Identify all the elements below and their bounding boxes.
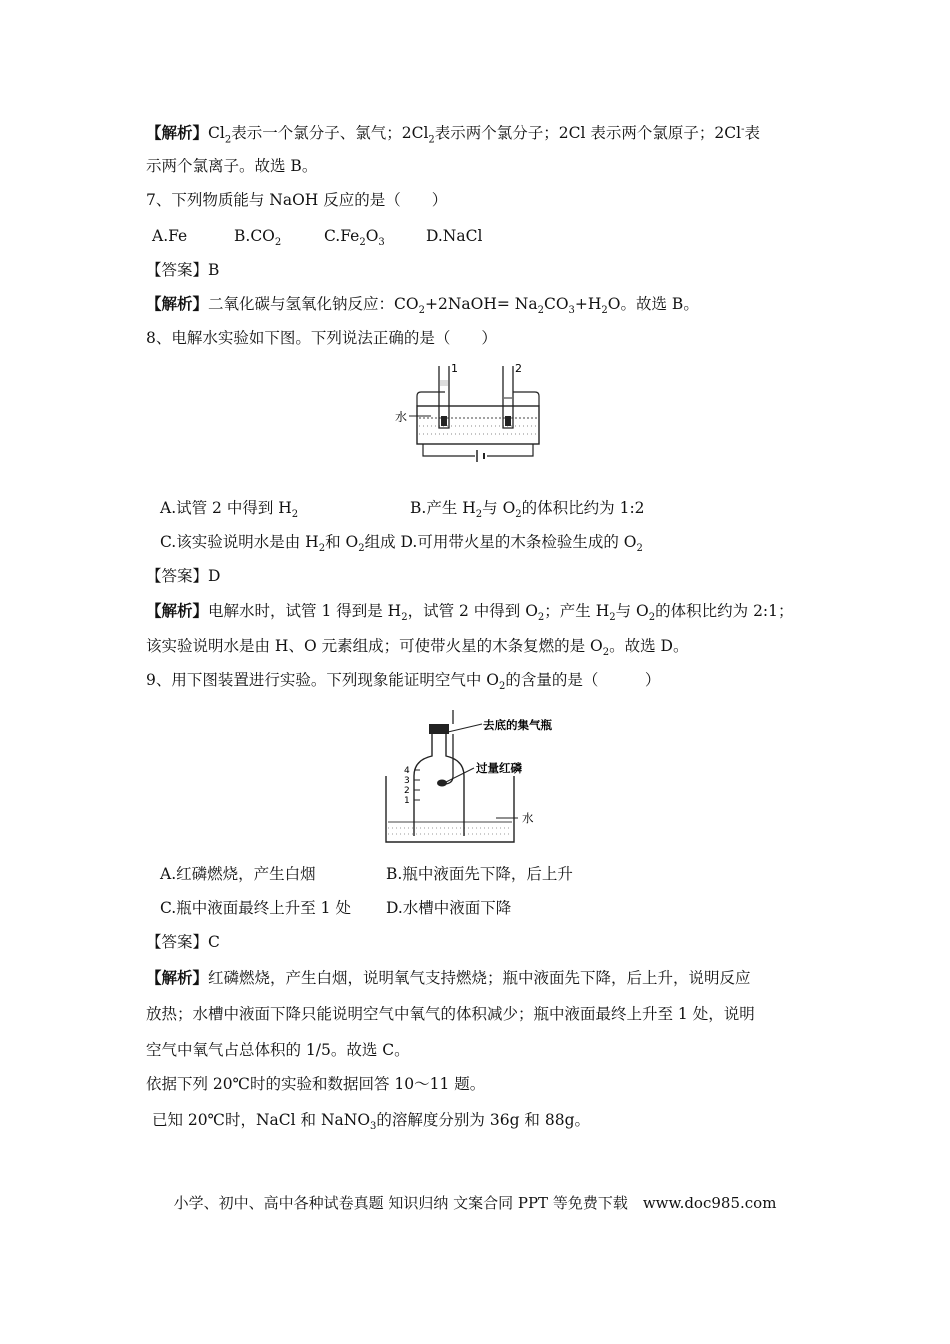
wire-right	[513, 392, 539, 406]
text: 与 O	[615, 602, 649, 620]
wire-left	[417, 392, 445, 406]
q9-analysis-line2: 放热；水槽中液面下降只能说明空气中氧气的体积减少；瓶中液面最终上升至 1 处，说明	[146, 1005, 755, 1023]
electrode-2	[505, 416, 511, 426]
text: 9、用下图装置进行实验。下列现象能证明空气中 O	[146, 671, 499, 689]
q8-stem: 8、电解水实验如下图。下列说法正确的是（ ）	[146, 329, 497, 347]
option-c	[324, 226, 426, 253]
text: 表示两个氯分子；2Cl 表示两个氯原子；2Cl	[434, 124, 742, 143]
subscript: 2	[358, 543, 365, 555]
subscript: 2	[224, 134, 232, 146]
text: 已知 20℃时，NaCl 和 NaNO	[152, 1111, 371, 1129]
text: B.CO	[234, 227, 275, 245]
subscript: 2	[475, 509, 483, 521]
q8-analysis-line1	[146, 601, 794, 628]
q7-options	[152, 226, 482, 253]
text: 的体积比约为 1:2	[521, 499, 645, 517]
subscript: 2	[648, 612, 656, 624]
q9-option-a: A.红磷燃烧，产生白烟	[160, 865, 316, 883]
electrolysis-diagram	[395, 358, 555, 468]
text: +H	[574, 295, 602, 313]
text: 该实验说明水是由 H、O 元素组成；可使带火星的木条复燃的是 O	[146, 637, 603, 655]
text: C.Fe	[324, 227, 360, 245]
subscript: 2	[401, 612, 408, 624]
intro-line2	[152, 1110, 590, 1137]
text: 电解水时，试管 1 得到是 H	[208, 602, 402, 620]
tick-label: 3	[404, 776, 410, 786]
text: 的溶解度分别为 36g 和 88g。	[376, 1111, 590, 1129]
intro-line1: 依据下列 20℃时的实验和数据回答 10～11 题。	[146, 1075, 486, 1093]
subscript: 2	[428, 134, 435, 146]
subscript: 2	[291, 509, 299, 521]
subscript: 2	[602, 647, 610, 659]
subscript: 2	[609, 612, 616, 624]
q9-stem	[146, 670, 660, 697]
bottle-label: 去底的集气瓶	[483, 718, 552, 732]
text: Cl	[208, 124, 225, 143]
q7-stem: 7、下列物质能与 NaOH 反应的是（ ）	[146, 191, 448, 209]
red-phosphorus	[437, 780, 447, 787]
superscript: -	[741, 124, 745, 135]
text: O	[365, 227, 379, 245]
q8-options-cd	[160, 532, 643, 559]
q6-analysis-line1	[146, 120, 760, 150]
text: C.该实验说明水是由 H	[160, 533, 319, 551]
subscript: 2	[274, 237, 282, 249]
phosphorus-label: 过量红磷	[476, 761, 522, 775]
q9-analysis-line1	[146, 968, 751, 988]
subscript: 2	[515, 509, 522, 521]
subscript: 2	[318, 543, 326, 555]
text: 的含量的是（ ）	[505, 671, 661, 689]
tick-label: 4	[404, 766, 410, 776]
text: ，试管 2 中得到 O	[407, 602, 538, 620]
text: 表示一个氯分子、氯气；2Cl	[231, 124, 429, 143]
q8-answer: 【答案】D	[146, 567, 221, 585]
subscript: 2	[499, 681, 506, 693]
electrode-1	[441, 416, 447, 426]
text: +2NaOH= Na	[424, 295, 538, 313]
bottle-pointer	[448, 724, 482, 732]
text: 的体积比约为 2:1；	[655, 602, 794, 620]
text: 。故选 D。	[609, 637, 689, 655]
text: 二氧化碳与氢氧化钠反应：CO	[208, 295, 419, 313]
oxygen-content-diagram	[384, 710, 566, 846]
text: ；产生 H	[544, 602, 610, 620]
subscript: 3	[568, 305, 575, 317]
text: D.可用带火星的木条检验生成的 O	[400, 533, 637, 551]
option-b	[234, 226, 324, 253]
subscript: 2	[537, 305, 544, 317]
subscript: 2	[636, 543, 643, 555]
q8-option-b	[410, 498, 645, 525]
water-label: 水	[522, 811, 534, 825]
subscript: 2	[601, 305, 608, 317]
q9-option-c: C.瓶中液面最终上升至 1 处	[160, 899, 351, 917]
tick-label: 2	[404, 786, 410, 796]
text: A.试管 2 中得到 H	[160, 499, 292, 517]
tube-1-gas-line	[440, 380, 448, 386]
page-footer: 小学、初中、高中各种试卷真题 知识归纳 文案合同 PPT 等免费下载 www.doc985.com	[173, 1194, 777, 1212]
text: B.产生 H	[410, 499, 476, 517]
text: 组成	[364, 533, 396, 551]
wire-bottom-right	[487, 444, 533, 456]
analysis-label: 【解析】	[146, 601, 209, 620]
q8-option-a	[160, 498, 298, 525]
text: 和 O	[325, 533, 359, 551]
q9-analysis-line3: 空气中氧气占总体积的 1/5。故选 C。	[146, 1041, 410, 1059]
text: 与 O	[482, 499, 516, 517]
analysis-label: 【解析】	[146, 294, 209, 313]
q8-analysis-line2	[146, 636, 688, 663]
subscript: 2	[418, 305, 425, 317]
subscript: 2	[359, 237, 366, 249]
tube-2-label: 2	[515, 362, 522, 375]
analysis-label: 【解析】	[146, 968, 209, 987]
option-a: A.Fe	[152, 227, 188, 245]
text: 红磷燃烧，产生白烟，说明氧气支持燃烧；瓶中液面先下降，后上升，说明反应	[208, 969, 751, 987]
tube-1-label: 1	[451, 362, 458, 375]
water-label: 水	[395, 410, 408, 424]
q9-option-d: D.水槽中液面下降	[386, 899, 512, 917]
subscript: 3	[378, 237, 385, 249]
water-trough	[417, 406, 539, 444]
wire-bottom-left	[423, 444, 475, 456]
text: CO	[543, 295, 569, 313]
q7-analysis	[146, 294, 699, 321]
option-d: D.NaCl	[426, 227, 483, 245]
stopper	[429, 724, 449, 734]
text: O。故选 B。	[607, 295, 699, 313]
text: 表	[744, 124, 760, 143]
q9-answer: 【答案】C	[146, 933, 220, 951]
tick-label: 1	[404, 796, 410, 806]
q6-analysis-line2: 示两个氯离子。故选 B。	[146, 157, 318, 175]
subscript: 3	[370, 1121, 377, 1133]
q7-answer: 【答案】B	[146, 261, 220, 279]
q9-option-b: B.瓶中液面先下降，后上升	[386, 865, 573, 883]
analysis-label: 【解析】	[146, 123, 209, 143]
subscript: 2	[537, 612, 545, 624]
phosphorus-pointer	[446, 768, 474, 782]
